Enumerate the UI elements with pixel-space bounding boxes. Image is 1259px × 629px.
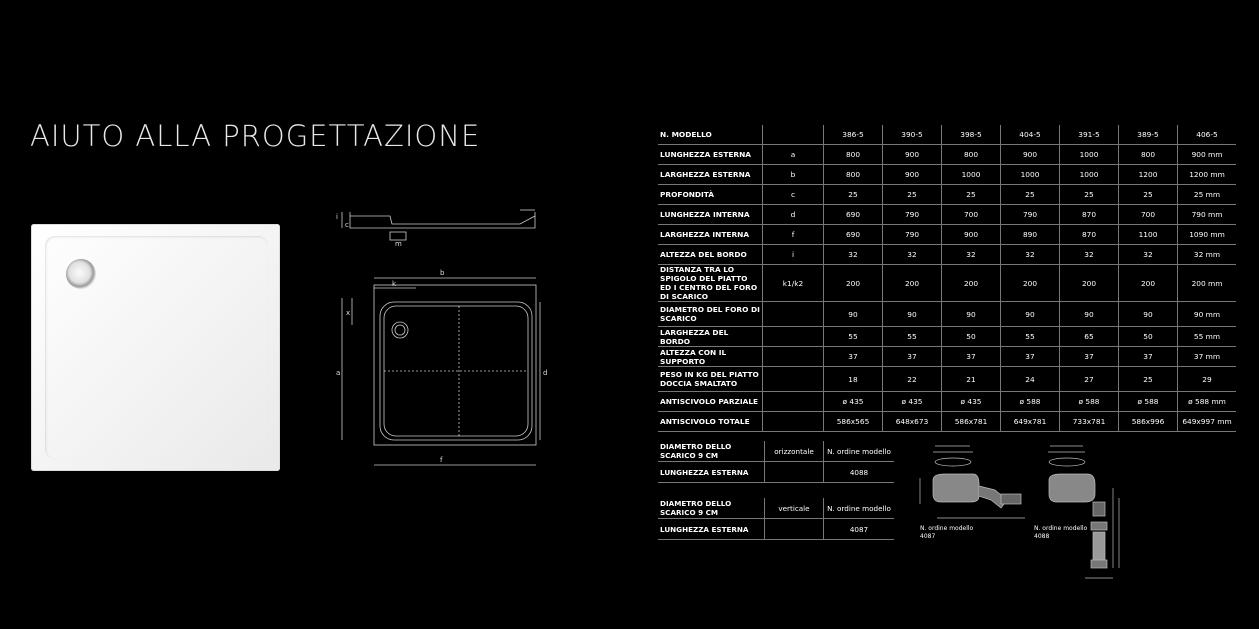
row-symbol: f — [763, 225, 824, 245]
row-symbol — [763, 412, 824, 432]
table-row — [658, 412, 1236, 432]
cell-value: 586x781 — [942, 412, 1001, 432]
empty-cell — [765, 462, 824, 483]
cell-value: 55 — [1001, 327, 1060, 347]
cell-value: 1000 — [1001, 165, 1060, 185]
cell-value: 25 — [1001, 185, 1060, 205]
cell-value: 1000 — [1060, 165, 1119, 185]
cell-value: ø 435 — [824, 392, 883, 412]
cell-value: 870 — [1060, 205, 1119, 225]
cell-value: 24 — [1001, 367, 1060, 392]
cell-value: 22 — [883, 367, 942, 392]
drain-head: DIAMETRO DELLO SCARICO 9 CM — [658, 441, 765, 462]
cell-value: 55 mm — [1178, 327, 1237, 347]
cell-value: 32 — [1060, 245, 1119, 265]
technical-drawing — [330, 200, 550, 480]
cell-value: 21 — [942, 367, 1001, 392]
model-406-5: 406-5 — [1178, 125, 1237, 145]
cell-value: 32 — [883, 245, 942, 265]
row-symbol — [763, 392, 824, 412]
table-row — [658, 367, 1236, 392]
cell-value: 32 — [824, 245, 883, 265]
cell-value: 586x565 — [824, 412, 883, 432]
table-row — [658, 441, 894, 462]
table-row — [658, 392, 1236, 412]
cell-value: 29 — [1178, 367, 1237, 392]
cell-value: 25 — [942, 185, 1001, 205]
row-label: DIAMETRO DEL FORO DI SCARICO — [658, 302, 763, 327]
row-label: LUNGHEZZA ESTERNA — [658, 519, 765, 540]
row-label: LUNGHEZZA INTERNA — [658, 205, 763, 225]
cell-value: 32 — [1119, 245, 1178, 265]
empty-cell — [765, 519, 824, 540]
model-398-5: 398-5 — [942, 125, 1001, 145]
cell-value: 1000 — [942, 165, 1001, 185]
cell-value: 1100 — [1119, 225, 1178, 245]
dim-label-a: a — [336, 369, 341, 377]
right-caption-label: N. ordine modello — [1034, 525, 1088, 532]
cell-value: ø 588 — [1119, 392, 1178, 412]
row-label: LUNGHEZZA ESTERNA — [658, 462, 765, 483]
drain-table-vertical — [658, 498, 894, 540]
drain-type: verticale — [765, 498, 824, 519]
left-caption-label: N. ordine modello — [920, 525, 974, 532]
cell-value: 900 mm — [1178, 145, 1237, 165]
table-row — [658, 302, 1236, 327]
spec-table-body — [658, 145, 1236, 432]
cell-value: 90 — [824, 302, 883, 327]
cell-value: ø 588 — [1060, 392, 1119, 412]
row-symbol: b — [763, 165, 824, 185]
cell-value: 900 — [883, 165, 942, 185]
cell-value: ø 435 — [883, 392, 942, 412]
cell-value: 37 — [1060, 347, 1119, 367]
cell-value: 648x673 — [883, 412, 942, 432]
cell-value: 37 — [883, 347, 942, 367]
row-label: ANTISCIVOLO PARZIALE — [658, 392, 763, 412]
cell-value: 900 — [883, 145, 942, 165]
cell-value: 790 mm — [1178, 205, 1237, 225]
order-head: N. ordine modello — [824, 441, 895, 462]
cell-value: 27 — [1060, 367, 1119, 392]
cell-value: 790 — [1001, 205, 1060, 225]
cell-value: 90 — [1001, 302, 1060, 327]
dim-label-d: d — [543, 369, 548, 377]
model-404-5: 404-5 — [1001, 125, 1060, 145]
cell-value: 200 mm — [1178, 265, 1237, 302]
cell-value: 1000 — [1060, 145, 1119, 165]
table-row — [658, 265, 1236, 302]
order-head: N. ordine modello — [824, 498, 895, 519]
cell-value: 32 mm — [1178, 245, 1237, 265]
cell-value: 200 — [1119, 265, 1178, 302]
table-row — [658, 462, 894, 483]
table-row — [658, 245, 1236, 265]
row-symbol — [763, 347, 824, 367]
cell-value: 37 — [942, 347, 1001, 367]
drain-type: orizzontale — [765, 441, 824, 462]
table-row — [658, 185, 1236, 205]
cell-value: 65 — [1060, 327, 1119, 347]
cell-value: 800 — [824, 145, 883, 165]
cell-value: 90 mm — [1178, 302, 1237, 327]
dim-label-i: i — [336, 213, 338, 221]
dim-label-k: k — [392, 280, 397, 288]
cell-value: 649x997 mm — [1178, 412, 1237, 432]
row-symbol: c — [763, 185, 824, 205]
cell-value: 18 — [824, 367, 883, 392]
cell-value: 1090 mm — [1178, 225, 1237, 245]
dim-label-c: c — [345, 221, 349, 229]
cell-value: 37 mm — [1178, 347, 1237, 367]
cell-value: 800 — [1119, 145, 1178, 165]
cell-value: 586x996 — [1119, 412, 1178, 432]
order-number: 4087 — [824, 519, 895, 540]
cell-value: 25 — [824, 185, 883, 205]
cell-value: 90 — [942, 302, 1001, 327]
shower-tray-photo — [31, 224, 280, 471]
cell-value: 37 — [1119, 347, 1178, 367]
cell-value: 37 — [1001, 347, 1060, 367]
table-row — [658, 145, 1236, 165]
cell-value: 200 — [883, 265, 942, 302]
cell-value: 37 — [824, 347, 883, 367]
cell-value: 25 mm — [1178, 185, 1237, 205]
drain-table-horizontal — [658, 441, 894, 483]
row-symbol — [763, 302, 824, 327]
table-row — [658, 205, 1236, 225]
header-label: N. MODELLO — [658, 125, 763, 145]
model-386-5: 386-5 — [824, 125, 883, 145]
cell-value: 32 — [942, 245, 1001, 265]
dim-label-f: f — [440, 456, 443, 464]
row-label: ALTEZZA DEL BORDO — [658, 245, 763, 265]
cell-value: 200 — [1001, 265, 1060, 302]
cell-value: 1200 — [1119, 165, 1178, 185]
row-label: ANTISCIVOLO TOTALE — [658, 412, 763, 432]
cell-value: 90 — [1119, 302, 1178, 327]
model-391-5: 391-5 — [1060, 125, 1119, 145]
cell-value: 90 — [1060, 302, 1119, 327]
right-caption-number: 4088 — [1034, 533, 1050, 540]
cell-value: 800 — [942, 145, 1001, 165]
cell-value: 733x781 — [1060, 412, 1119, 432]
cell-value: 900 — [1001, 145, 1060, 165]
cell-value: 1200 mm — [1178, 165, 1237, 185]
cell-value: 790 — [883, 225, 942, 245]
table-row — [658, 327, 1236, 347]
left-caption-number: 4087 — [920, 533, 936, 540]
cell-value: 870 — [1060, 225, 1119, 245]
cell-value: 890 — [1001, 225, 1060, 245]
row-label: LUNGHEZZA ESTERNA — [658, 145, 763, 165]
model-389-5: 389-5 — [1119, 125, 1178, 145]
dim-label-m: m — [395, 240, 402, 248]
page-title: AIUTO ALLA PROGETTAZIONE — [30, 119, 481, 153]
cell-value: 200 — [1060, 265, 1119, 302]
cell-value: 200 — [942, 265, 1001, 302]
cell-value: 50 — [942, 327, 1001, 347]
table-row — [658, 347, 1236, 367]
cell-value: 900 — [942, 225, 1001, 245]
cell-value: 32 — [1001, 245, 1060, 265]
row-label: PESO IN KG DEL PIATTO DOCCIA SMALTATO — [658, 367, 763, 392]
row-label: LARGHEZZA ESTERNA — [658, 165, 763, 185]
row-label: ALTEZZA CON IL SUPPORTO — [658, 347, 763, 367]
cell-value: ø 588 — [1001, 392, 1060, 412]
cell-value: 25 — [883, 185, 942, 205]
drain-head: DIAMETRO DELLO SCARICO 9 CM — [658, 498, 765, 519]
row-symbol: d — [763, 205, 824, 225]
cell-value: 25 — [1119, 367, 1178, 392]
table-row — [658, 519, 894, 540]
row-label: LARGHEZZA DEL BORDO — [658, 327, 763, 347]
cell-value: 649x781 — [1001, 412, 1060, 432]
cell-value: ø 435 — [942, 392, 1001, 412]
cell-value: 50 — [1119, 327, 1178, 347]
row-label: LARGHEZZA INTERNA — [658, 225, 763, 245]
row-symbol: a — [763, 145, 824, 165]
row-symbol — [763, 327, 824, 347]
cell-value: 55 — [883, 327, 942, 347]
cell-value: 690 — [824, 205, 883, 225]
cell-value: 25 — [1119, 185, 1178, 205]
cell-value: 800 — [824, 165, 883, 185]
cell-value: 90 — [883, 302, 942, 327]
cell-value: 690 — [824, 225, 883, 245]
model-390-5: 390-5 — [883, 125, 942, 145]
drain-hole — [66, 259, 96, 289]
table-row — [658, 165, 1236, 185]
cell-value: 55 — [824, 327, 883, 347]
table-header-row — [658, 125, 1236, 145]
row-symbol: k1/k2 — [763, 265, 824, 302]
cell-value: ø 588 mm — [1178, 392, 1237, 412]
row-label: PROFONDITÀ — [658, 185, 763, 205]
drain-fittings-drawing — [915, 438, 1130, 588]
spec-table — [658, 125, 1236, 432]
cell-value: 700 — [942, 205, 1001, 225]
table-row — [658, 225, 1236, 245]
row-symbol — [763, 367, 824, 392]
row-label: DISTANZA TRA LO SPIGOLO DEL PIATTO ED I CENTRO DEL FORO DI SCARICO — [658, 265, 763, 302]
dim-label-x: x — [346, 309, 351, 317]
cell-value: 700 — [1119, 205, 1178, 225]
table-row — [658, 498, 894, 519]
row-symbol: i — [763, 245, 824, 265]
dim-label-b: b — [440, 269, 445, 277]
cell-value: 25 — [1060, 185, 1119, 205]
cell-value: 200 — [824, 265, 883, 302]
order-number: 4088 — [824, 462, 895, 483]
header-symbol — [763, 125, 824, 145]
cell-value: 790 — [883, 205, 942, 225]
